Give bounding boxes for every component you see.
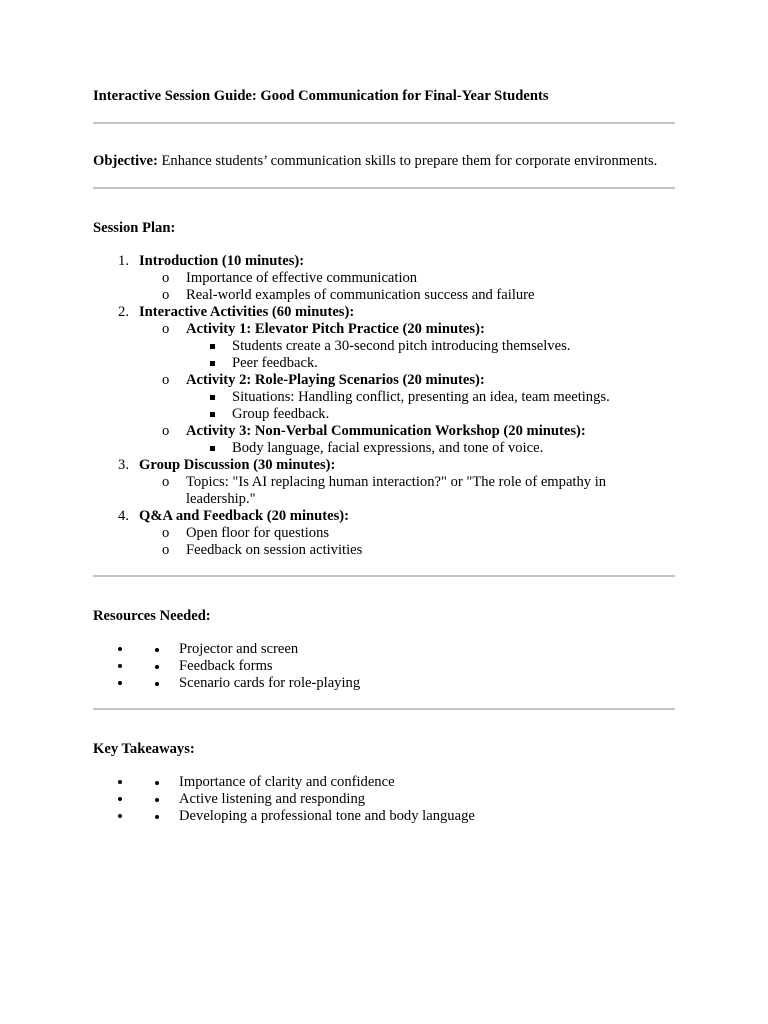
- divider: [93, 122, 675, 124]
- bullet-icon: [155, 682, 159, 686]
- plan-item: [93, 304, 675, 457]
- bullet-icon: [155, 648, 159, 652]
- session-plan-list: [93, 253, 675, 559]
- circle-bullet-icon: o: [162, 422, 170, 439]
- plan-subitem: [93, 542, 675, 559]
- divider: [93, 575, 675, 577]
- plan-item-line: [93, 508, 675, 525]
- divider: [93, 187, 675, 189]
- list-item-text: • Feedback forms: [179, 657, 273, 674]
- circle-bullet-icon: o: [162, 320, 170, 337]
- list-item-text: • Projector and screen: [179, 640, 299, 657]
- plan-item-line: [93, 253, 675, 270]
- square-bullet-icon: [210, 361, 215, 366]
- objective-paragraph: [93, 153, 675, 171]
- list-item: [133, 774, 675, 791]
- activity-point: [93, 338, 675, 355]
- list-item: [133, 675, 675, 692]
- divider: [93, 708, 675, 710]
- circle-bullet-icon: o: [162, 541, 170, 558]
- plan-item-label: Q&A and Feedback (20 minutes):: [139, 507, 349, 524]
- plan-item-line: [93, 457, 675, 474]
- objective-label: Objective:: [93, 153, 158, 169]
- objective-text: Enhance students’ communication skills to prepare them for corporate environments.: [157, 153, 658, 169]
- plan-item-label: Group Discussion (30 minutes):: [139, 456, 336, 473]
- bullet-icon: [155, 665, 159, 669]
- list-item-text: • Scenario cards for role-playing: [179, 674, 361, 691]
- circle-bullet-icon: o: [162, 371, 170, 388]
- circle-bullet-icon: o: [162, 269, 170, 286]
- activity-point: [93, 389, 675, 406]
- plan-item: [93, 508, 675, 559]
- plan-subitem: [93, 287, 675, 304]
- list-item-text: • Active listening and responding: [179, 790, 366, 807]
- activity-point-text: Peer feedback.: [232, 354, 318, 371]
- list-item: [133, 791, 675, 808]
- list-item-text: • Importance of clarity and confidence: [179, 773, 395, 790]
- plan-item-number: 3.: [118, 456, 129, 473]
- plan-subitem: [93, 525, 675, 542]
- list-item: [133, 641, 675, 658]
- list-item: [133, 658, 675, 675]
- plan-subitem: [93, 474, 675, 508]
- activity-item: [93, 423, 675, 440]
- session-plan-heading: Session Plan:: [93, 219, 176, 236]
- circle-bullet-icon: o: [162, 473, 170, 490]
- activity-point-text: Body language, facial expressions, and tone of voice.: [232, 439, 544, 456]
- bullet-icon: [155, 798, 159, 802]
- plan-item-number: 2.: [118, 303, 129, 320]
- plan-item: [93, 457, 675, 508]
- square-bullet-icon: [210, 395, 215, 400]
- takeaways-list: [93, 774, 675, 825]
- document-page: [93, 86, 675, 839]
- plan-item-number: 4.: [118, 507, 129, 524]
- plan-subitem-text: Open floor for questions: [186, 524, 330, 541]
- square-bullet-icon: [210, 344, 215, 349]
- activity-item: [93, 321, 675, 338]
- activity-point-text: Group feedback.: [232, 405, 330, 422]
- square-bullet-icon: [210, 412, 215, 417]
- plan-subitem: [93, 270, 675, 287]
- plan-item: [93, 253, 675, 304]
- activity-label: Activity 1: Elevator Pitch Practice (20 minutes):: [186, 320, 485, 337]
- list-item-text: • Developing a professional tone and body language: [179, 807, 475, 824]
- list-item: [133, 808, 675, 825]
- circle-bullet-icon: o: [162, 524, 170, 541]
- activity-point-text: Students create a 30-second pitch introducing themselves.: [232, 337, 571, 354]
- circle-bullet-icon: o: [162, 286, 170, 303]
- activity-point: [93, 406, 675, 423]
- bullet-icon: [155, 815, 159, 819]
- plan-item-label: Introduction (10 minutes):: [139, 252, 305, 269]
- takeaways-heading: Key Takeaways:: [93, 740, 195, 757]
- activity-point: [93, 355, 675, 372]
- activity-label: Activity 2: Role-Playing Scenarios (20 minutes):: [186, 371, 485, 388]
- bullet-icon: [155, 781, 159, 785]
- activity-label: Activity 3: Non-Verbal Communication Workshop (20 minutes):: [186, 422, 586, 439]
- activity-item: [93, 372, 675, 389]
- plan-item-number: 1.: [118, 252, 129, 269]
- plan-subitem-text: Real-world examples of communication success and failure: [186, 286, 535, 303]
- plan-item-line: [93, 304, 675, 321]
- plan-subitem-text: Importance of effective communication: [186, 269, 418, 286]
- plan-item-label: Interactive Activities (60 minutes):: [139, 303, 355, 320]
- document-title: Interactive Session Guide: Good Communication for Final-Year Students: [93, 88, 549, 104]
- activity-point-text: Situations: Handling conflict, presenting an idea, team meetings.: [232, 388, 610, 405]
- resources-heading: Resources Needed:: [93, 607, 211, 624]
- activity-point: [93, 440, 675, 457]
- square-bullet-icon: [210, 446, 215, 451]
- resources-list: [93, 641, 675, 692]
- plan-subitem-text: Feedback on session activities: [186, 541, 363, 558]
- plan-subitem-text: Topics: "Is AI replacing human interaction?" or "The role of empathy in leadership.": [186, 473, 607, 507]
